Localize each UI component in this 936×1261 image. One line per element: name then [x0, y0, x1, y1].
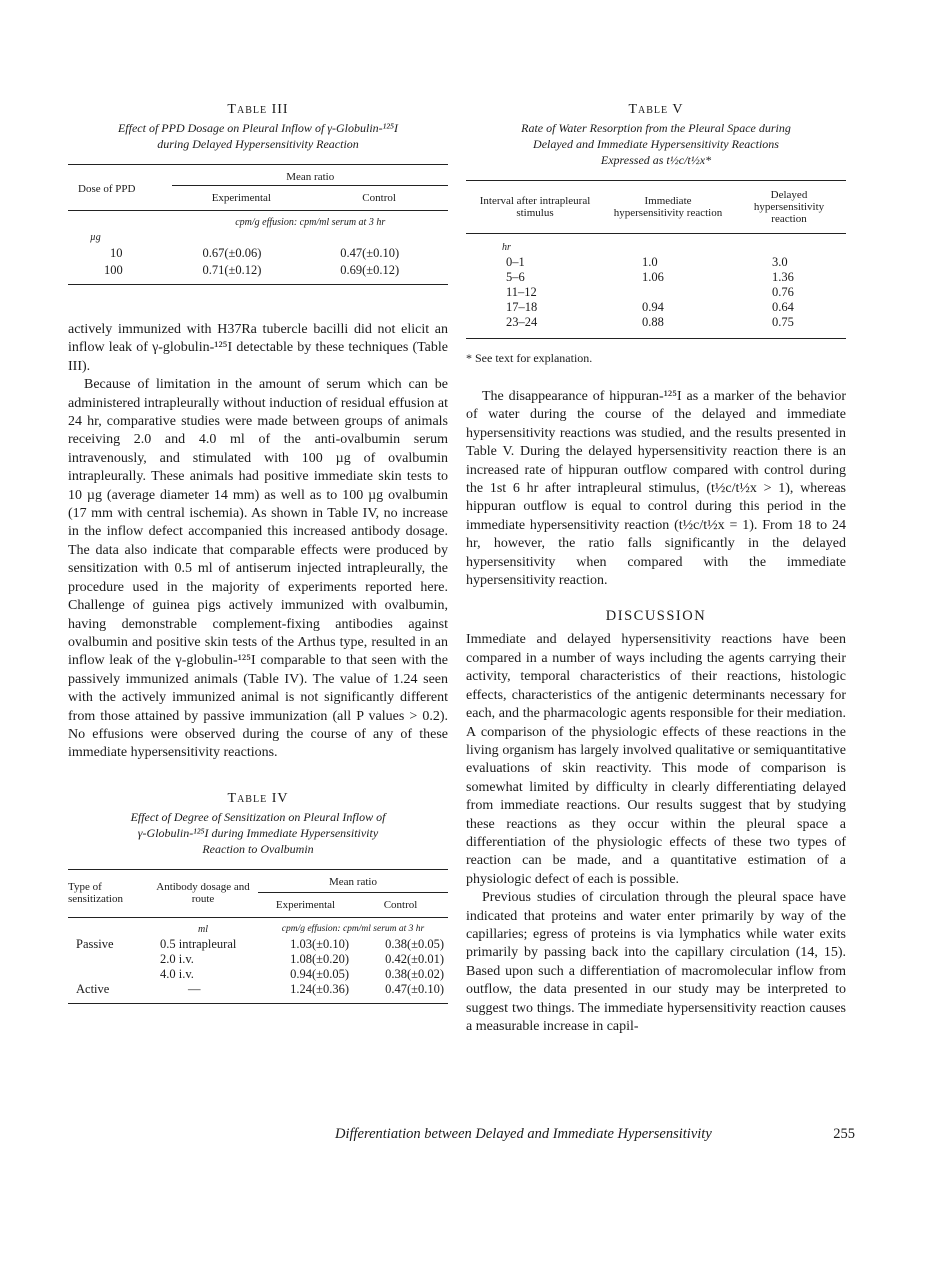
- right-column: [466, 102, 846, 1036]
- table5-col-delayed: Delayed hypersensitivity reaction: [753, 189, 825, 225]
- table-row: 23–24 0.88 0.75: [466, 315, 846, 339]
- table4: [68, 869, 448, 1004]
- table-row: 100 0.71(±0.12) 0.69(±0.12): [68, 262, 448, 285]
- table5-unit: hr: [502, 242, 511, 253]
- table3-subheader: cpm/g effusion: cpm/ml serum at 3 hr: [235, 217, 386, 228]
- table3-col-dose: Dose of PPD: [78, 182, 136, 195]
- table-row: 5–6 1.06 1.36: [506, 270, 794, 284]
- table-row: 4.0 i.v. 0.94(±0.05) 0.38(±0.02): [160, 966, 444, 981]
- table-row: 10 0.67(±0.06) 0.47(±0.10): [110, 246, 400, 260]
- right-paragraph-3: Previous studies of circulation through the pleural space have indicated that proteins and water enter primarily by way of the capillaries; egress of proteins is via lymphatics while water exits primarily by passing back into the capillary circulation (14, 15). Based upon such a differentiation of macromolecular inflow from outflow, the data presented in our study may be interpreted to suggest two things. The immediate hypersensitivity reaction causes a measurable increase in capil-: [466, 890, 846, 1034]
- table-row: 0–1 1.0 3.0: [506, 255, 788, 269]
- right-paragraph-2: Immediate and delayed hypersensitivity reactions have been compared in a number of ways including the agents carrying their activity, temporal characteristics of their reactions, histologic effects, characteristics of the antigenic determinants necessary for each, and the pharmacologic agents responsible for their mediation. A comparison of the physiologic effects of these reactions in the living organism has largely involved qualitative or semiquantitative evaluations of skin reactivity. This mode of comparison is somewhat limited by difficulty in clearly differentiating delayed from immediate reactions. Our results suggest that by studying these reactions as they occur within the pleural space a differentiation of the physiologic effects of these two types of reaction can be made, and a quantitative estimation of a physiologic defect of each is possible.: [466, 632, 846, 887]
- section-heading-discussion: DISCUSSION: [605, 608, 707, 625]
- table5: [466, 180, 846, 339]
- left-paragraph-1: actively immunized with H37Ra tubercle bacilli did not elicit an inflow leak of γ-globulin-¹²⁵I detectable by these techniques (Table III).: [68, 322, 448, 374]
- page-number: 255: [833, 1126, 855, 1142]
- table4-title-line2: γ-Globulin-¹²⁵I during Immediate Hypersensitivity: [137, 825, 379, 840]
- page-footer: [335, 1126, 855, 1143]
- running-title: Differentiation between Delayed and Immediate Hypersensitivity: [335, 1126, 712, 1142]
- table4-title-line1: Effect of Degree of Sensitization on Pleural Inflow of: [130, 809, 386, 824]
- table-row: 2.0 i.v. 1.08(±0.20) 0.42(±0.01): [160, 951, 444, 966]
- table5-footnote: * See text for explanation.: [466, 351, 593, 365]
- table4-subheader: cpm/g effusion: cpm/ml serum at 3 hr: [281, 924, 425, 935]
- table5-col-interval: Interval after intrapleural stimulus: [479, 195, 591, 219]
- table4-unit: ml: [198, 923, 208, 935]
- table3-title-line1: Effect of PPD Dosage on Pleural Inflow of γ-Globulin-¹²⁵I: [117, 121, 399, 135]
- table4-caption: Table IV: [227, 790, 289, 806]
- table4-group-header: Mean ratio: [329, 875, 377, 888]
- table4-col-type: Type of sensitization: [68, 881, 123, 906]
- table5-title-line3: Expressed as t½c/t½x*: [600, 153, 712, 167]
- table-row: 17–18 0.94 0.64: [506, 300, 794, 314]
- table5-col-immediate: Immediate hypersensitivity reaction: [613, 195, 723, 219]
- left-paragraph-2: Because of limitation in the amount of serum which can be administered intrapleurally without induction of residual effusion at 24 hr, comparative studies were made between groups of animals receiving 2.0 and 4.0 ml of the anti-ovalbumin serum intravenously, and stimulated with 100 µg of ovalbumin intrapleurally. These animals had positive immediate skin tests to 10 µg (average diameter 14 mm) as well as to 100 µg ovalbumin (17 mm with central ischemia). As shown in Table IV, no increase in the inflow defect accompanied this increased antibody dosage. The data also indicate that comparable effects were produced by sensitization with 0.5 ml of antiserum injected intrapleurally, the procedure used in the majority of experiments reported here. Challenge of guinea pigs actively immunized with ovalbumin, having demonstrable complement-fixing antibodies against ovalbumin and positive skin tests of the Arthus type, resulted in an inflow leak of the γ-globulin-¹²⁵I comparable to that seen with the passively immunized animals (Table IV). The value of 1.24 seen with the actively immunized animal is not significantly different from those attained by passive immunization (all P values > 0.2). No effusions were observed during the course of any of these immediate hypersensitivity reactions.: [68, 377, 448, 761]
- table4-col-dose: Antibody dosage and route: [156, 881, 250, 906]
- table3: [68, 164, 448, 285]
- table-row: Passive 0.5 intrapleural 1.03(±0.10) 0.38(±0.05): [76, 936, 444, 951]
- table3-col-exp: Experimental: [172, 186, 310, 211]
- table4-col-exp: Experimental: [258, 892, 353, 917]
- table-row: Active — 1.24(±0.36) 0.47(±0.10): [68, 982, 448, 1004]
- table4-title-line3: Reaction to Ovalbumin: [202, 841, 314, 856]
- table5-caption: Table V: [628, 102, 684, 117]
- table3-title-line2: during Delayed Hypersensitivity Reaction: [157, 137, 359, 151]
- table5-title-line2: Delayed and Immediate Hypersensitivity Reactions: [533, 137, 779, 151]
- table5-title-line1: Rate of Water Resorption from the Pleural Space during: [521, 121, 791, 135]
- table-row: 11–12 0.76: [506, 285, 794, 299]
- right-paragraph-1: The disappearance of hippuran-¹²⁵I as a marker of the behavior of water during the course of the delayed and immediate hypersensitivity reactions was studied, and the results presented in Table V. During the delayed hypersensitivity reaction there is an increased rate of hippuran outflow compared with control during the 1st 6 hr after intrapleural stimulus, (t½c/t½x > 1), whereas hippuran outflow is equal to control during this period in the immediate hypersensitivity reaction (t½c/t½x = 1). From 18 to 24 hr, however, the ratio falls significantly in the delayed hypersensitivity when compared with the immediate hypersensitivity reaction.: [466, 389, 846, 589]
- table3-col-ctrl: Control: [310, 186, 448, 211]
- table3-unit: µg: [90, 232, 101, 243]
- table4-col-ctrl: Control: [353, 892, 448, 917]
- left-column: [68, 102, 448, 1004]
- table3-caption: Table III: [227, 102, 289, 117]
- table3-group-header: Mean ratio: [286, 171, 335, 183]
